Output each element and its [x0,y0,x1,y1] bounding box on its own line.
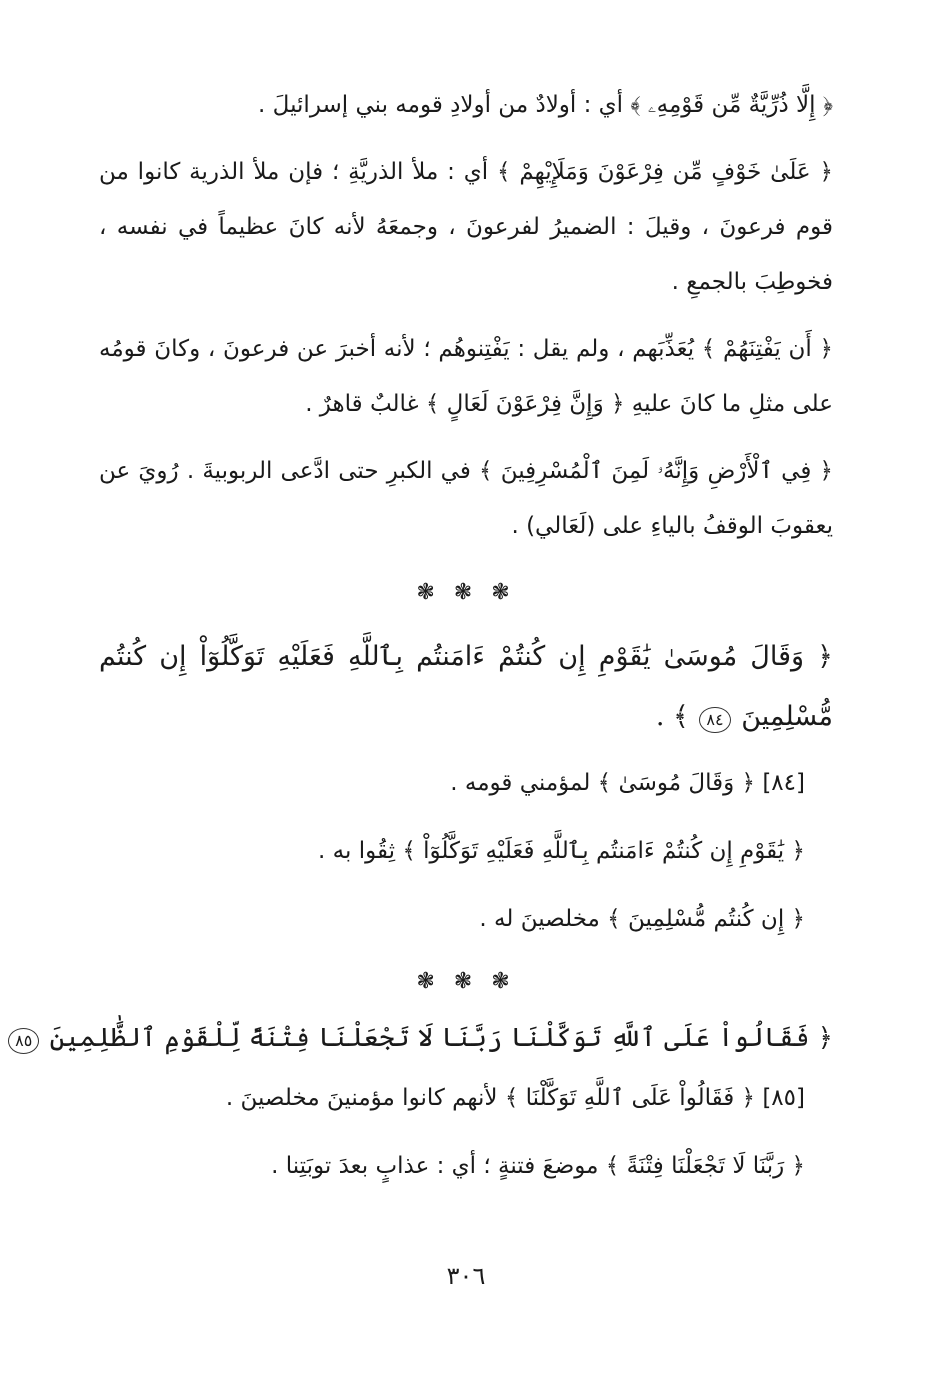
paragraph-3: ﴿ أَن يَفْتِنَهُمْ ﴾ يُعَذِّبَهم ، ولم يقل : يَفْتِنوهُم ؛ لأنه أخبرَ عن فرعونَ ، وكانَ قومُه على مثلِ ما كانَ عليهِ ﴿ وَإِنَّ فِرْعَوْنَ لَعَالٍ ﴾ غالبٌ قاهرٌ . [100,336,834,417]
verse-84 [100,627,834,747]
commentary-line: ﴿ إِن كُنتُم مُّسْلِمِينَ ﴾ مخلصينَ له . [480,906,806,932]
section-separator: ❃ ❃ ❃ [417,969,517,994]
commentary-line: ﴿ يَٰقَوْمِ إِن كُنتُمْ ءَامَنتُم بِٱللَّهِ فَعَلَيْهِ تَوَكَّلُوٓاْ ﴾ ثِقُوا به . [319,838,806,864]
verse-85-text: ﴿ فَقَالُواْ عَلَى ٱللَّهِ تَوَكَّلْنَا رَبَّنَا لَا تَجْعَلْنَا فِتْنَةً لِّلْقَوْمِ ٱلظَّٰلِمِينَ [50,1023,834,1053]
paragraph-1: ﴿ إِلَّا ذُرِّيَّةٌ مِّن قَوْمِهِۦ ﴾ أي : أولادٌ من أولادِ قومه بني إسرائيلَ . [259,92,834,118]
verse-84-text: ﴿ وَقَالَ مُوسَىٰ يَٰقَوْمِ إِن كُنتُمْ ءَامَنتُم بِٱللَّهِ فَعَلَيْهِ تَوَكَّلُوٓاْ إِن كُنتُم مُّسْلِمِينَ [100,641,834,732]
commentary-line: ﴿ رَبَّنَا لَا تَجْعَلْنَا فِتْنَةً ﴾ موضعَ فتنةٍ ؛ أي : عذابٍ بعدَ توبَتِنا . [272,1153,806,1179]
paragraph-2: ﴿ عَلَىٰ خَوْفٍ مِّن فِرْعَوْنَ وَمَلَإِيْهِمْ ﴾ أي : ملأ الذريَّةِ ؛ فإن ملأ الذرية كانوا من قوم فرعونَ ، وقيلَ : الضميرُ لفرعونَ ، وجمعَهُ لأنه كانَ عظيماً في نفسه ، فخوطِبَ بالجمعِ . [100,159,834,295]
commentary-85 [100,1080,834,1184]
page-number: ٣٠٦ [447,1262,487,1290]
page-content [16,78,834,1216]
verse-84-closing: ﴾ . [656,701,690,732]
paragraph-4: ﴿ فِي ٱلْأَرْضِ وَإِنَّهُۥ لَمِنَ ٱلْمُسْرِفِينَ ﴾ في الكبرِ حتى ادَّعى الربوبيةَ . رُويَ عن يعقوبَ الوقفُ بالياءِ على (لَعَالي) . [100,458,834,539]
section-separator: ❃ ❃ ❃ [417,580,517,605]
ayah-number-84: ٨٤ [700,707,731,733]
commentary-line: [٨٤] ﴿ وَقَالَ مُوسَىٰ ﴾ لمؤمني قومه . [451,770,806,796]
verse-85 [16,1016,834,1060]
commentary-line: [٨٥] ﴿ فَقَالُواْ عَلَى ٱللَّهِ تَوَكَّلْنَا ﴾ لأنهم كانوا مؤمنينَ مخلصينَ . [226,1085,806,1111]
commentary-84 [100,765,834,937]
ayah-number-85: ٨٥ [9,1028,40,1054]
